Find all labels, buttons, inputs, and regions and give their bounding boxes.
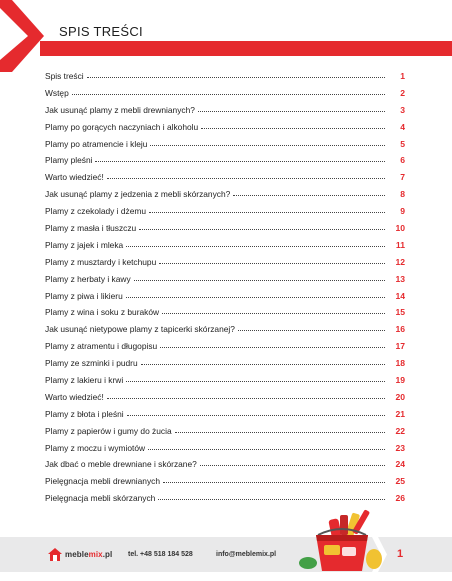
toc-entry-page-number: 6 [400,155,405,166]
toc-entry[interactable] [45,409,405,426]
toc-entry-title: Jak dbać o meble drewniane i skórzane? [45,459,197,470]
toc-entry-title: Plamy z piwa i likieru [45,290,123,301]
logo-text [65,550,112,559]
toc-entry-page-number: 5 [400,138,405,149]
toc-entry-page-number: 15 [395,307,405,318]
toc-entry-title: Plamy z atramentu i długopisu [45,341,158,352]
header-bar [40,41,452,56]
toc-entry-title: Plamy z masła i tłuszczu [45,223,137,234]
house-logo-icon [48,548,62,561]
toc-entry-page-number: 11 [395,239,405,250]
toc-dot-leader [149,211,385,213]
toc-entry[interactable] [45,139,405,156]
toc-entry[interactable] [45,223,405,240]
page-title: SPIS TREŚCI [59,24,143,39]
toc-entry-page-number: 12 [395,256,405,267]
toc-entry[interactable] [45,375,405,392]
meblemix-logo [48,548,112,561]
toc-entry-page-number: 21 [395,408,405,419]
logo-text-accent: mix [88,550,103,559]
toc-entry-page-number: 3 [400,104,405,115]
toc-entry-page-number: 18 [395,358,405,369]
toc-dot-leader [126,380,385,382]
toc-entry[interactable] [45,274,405,291]
toc-entry[interactable] [45,358,405,375]
toc-entry[interactable] [45,426,405,443]
toc-entry-page-number: 22 [395,425,405,436]
toc-entry-page-number: 7 [400,172,405,183]
toc-entry-title: Plamy z musztardy i ketchupu [45,256,157,267]
footer-phone: tel. +48 518 184 528 [128,551,193,558]
toc-entry-title: Plamy po atramencie i kleju [45,138,148,149]
toc-entry-page-number: 13 [395,273,405,284]
toc-entry-title: Plamy po gorących naczyniach i alkoholu [45,121,199,132]
toc-entry-page-number: 14 [395,290,405,301]
toc-dot-leader [126,245,385,247]
toc-entry-page-number: 20 [395,391,405,402]
toc-dot-leader [139,228,385,230]
toc-entry-page-number: 17 [395,341,405,352]
toc-entry[interactable] [45,324,405,341]
toc-entry[interactable] [45,341,405,358]
toc-dot-leader [134,279,385,281]
toc-entry-title: Jak usunąć plamy z mebli drewnianych? [45,104,195,115]
toc-entry-title: Plamy pleśni [45,155,93,166]
toc-dot-leader [163,481,385,483]
toc-entry[interactable] [45,88,405,105]
toc-entry-title: Plamy z jajek i mleka [45,239,124,250]
toc-entry[interactable] [45,307,405,324]
toc-entry-title: Spis treści [45,71,84,81]
toc-entry-page-number: 23 [395,442,405,453]
toc-entry[interactable] [45,105,405,122]
toc-entry-page-number: 8 [400,189,405,200]
toc-dot-leader [107,177,385,179]
toc-entry-title: Warto wiedzieć! [45,391,104,402]
corner-chevron-decoration [0,0,60,80]
toc-dot-leader [150,144,385,146]
toc-dot-leader [233,194,385,196]
toc-entry-title: Plamy z papierów i gumy do żucia [45,425,172,436]
toc-entry-page-number: 16 [395,324,405,335]
toc-entry-page-number: 24 [395,459,405,470]
toc-entry[interactable] [45,206,405,223]
toc-dot-leader [162,312,385,314]
toc-entry-title: Jak usunąć nietypowe plamy z tapicerki skórzanej? [45,324,235,335]
toc-entry-title: Pielęgnacja mebli drewnianych [45,476,160,487]
toc-entry[interactable] [45,71,405,88]
toc-dot-leader [107,397,385,399]
toc-entry-page-number: 19 [395,375,405,386]
logo-text-main: meble [65,550,89,559]
toc-entry-title: Plamy z czekolady i dżemu [45,206,147,217]
toc-entry[interactable] [45,392,405,409]
toc-entry-page-number: 1 [400,71,405,81]
toc-entry-title: Warto wiedzieć! [45,172,104,183]
toc-dot-leader [200,464,385,466]
toc-dot-leader [127,414,385,416]
toc-dot-leader [160,346,385,348]
toc-dot-leader [175,431,385,433]
toc-entry-title: Pielęgnacja mebli skórzanych [45,493,156,504]
toc-entry[interactable] [45,172,405,189]
toc-dot-leader [148,448,385,450]
logo-text-suffix: .pl [102,550,113,559]
table-of-contents [45,71,405,510]
toc-entry-title: Jak usunąć plamy z jedzenia z mebli skórzanych? [45,189,231,200]
toc-entry[interactable] [45,189,405,206]
toc-entry[interactable] [45,459,405,476]
footer-email[interactable]: info@meblemix.pl [216,551,277,558]
toc-entry-page-number: 26 [395,493,405,504]
toc-entry[interactable] [45,122,405,139]
toc-entry-title: Wstęp [45,87,69,98]
toc-dot-leader [95,160,385,162]
toc-entry[interactable] [45,291,405,308]
toc-dot-leader [87,76,385,78]
toc-entry[interactable] [45,240,405,257]
toc-entry[interactable] [45,443,405,460]
toc-entry[interactable] [45,155,405,172]
toc-entry-title: Plamy z lakieru i krwi [45,375,124,386]
toc-dot-leader [126,296,385,298]
toc-dot-leader [198,110,385,112]
toc-dot-leader [201,127,385,129]
toc-dot-leader [238,329,385,331]
footer-page-panel [382,537,452,572]
toc-entry-title: Plamy z herbaty i kawy [45,273,131,284]
toc-entry-title: Plamy z wina i soku z buraków [45,307,160,318]
toc-entry-page-number: 10 [395,223,405,234]
toc-entry-title: Plamy z moczu i wymiotów [45,442,146,453]
toc-dot-leader [72,93,385,95]
toc-entry-page-number: 2 [400,87,405,98]
toc-dot-leader [141,363,385,365]
toc-entry[interactable] [45,476,405,493]
toc-entry-title: Plamy ze szminki i pudru [45,358,138,369]
cleaning-bucket-illustration [296,505,388,575]
toc-entry[interactable] [45,257,405,274]
footer-left-strip [0,537,40,572]
page-number: 1 [397,548,404,560]
toc-entry-page-number: 4 [400,121,405,132]
toc-entry-page-number: 9 [400,206,405,217]
toc-dot-leader [159,262,385,264]
toc-entry-title: Plamy z błota i pleśni [45,408,124,419]
toc-dot-leader [158,498,385,500]
toc-entry-page-number: 25 [395,476,405,487]
